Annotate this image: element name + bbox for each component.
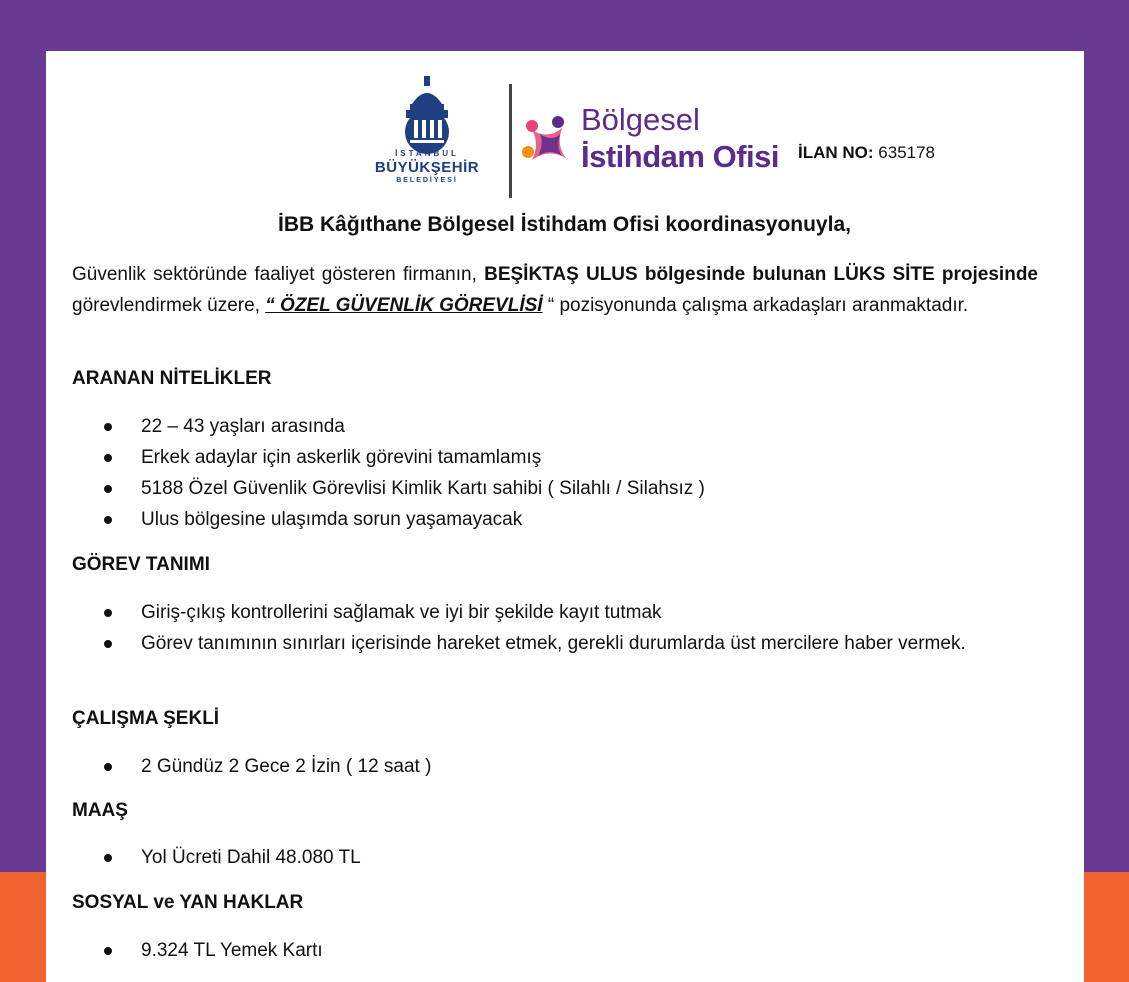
list-item-text: Görev tanımının sınırları içerisinde hareket etmek, gerekli durumlarda üst mercilere haber vermek. — [141, 633, 966, 654]
para-text-1: Güvenlik sektöründe faaliyet gösteren firmanın, — [72, 264, 485, 285]
heading-nitelikler: ARANAN NİTELİKLER — [72, 368, 272, 389]
intro-paragraph — [72, 259, 1038, 321]
para-text-3: “ pozisyonunda çalışma arkadaşları aranmaktadır. — [542, 295, 969, 316]
heading-gorev: GÖREV TANIMI — [72, 554, 210, 575]
list-calisma — [72, 751, 1038, 782]
bullet-icon — [104, 854, 112, 862]
ilan-number — [798, 143, 935, 163]
heading-maas: MAAŞ — [72, 800, 128, 821]
ilan-value: 635178 — [878, 143, 936, 162]
list-item — [72, 411, 1038, 442]
list-item-text: Ulus bölgesine ulaşımda sorun yaşamayacak — [141, 509, 523, 530]
bullet-icon — [104, 516, 112, 524]
list-maas — [72, 842, 1038, 873]
list-item — [72, 628, 1038, 659]
para-position-title: “ ÖZEL GÜVENLİK GÖREVLİSİ — [265, 295, 543, 316]
list-item — [72, 504, 1038, 535]
list-item — [72, 442, 1038, 473]
list-item-text: 5188 Özel Güvenlik Görevlisi Kimlik Kartı sahibi ( Silahlı / Silahsız ) — [141, 478, 705, 499]
bullet-icon — [104, 609, 112, 617]
ilan-label: İLAN NO: — [798, 143, 874, 162]
ibb-suffix: BELEDİYESİ — [396, 177, 458, 184]
para-text-2: görevlendirmek üzere, — [72, 295, 266, 316]
list-item-text: 2 Gündüz 2 Gece 2 İzin ( 12 saat ) — [141, 756, 432, 777]
bio-line2: İstihdam Ofisi — [581, 139, 779, 174]
ibb-logo-text — [362, 150, 492, 184]
logo-divider — [509, 84, 512, 198]
heading-sosyal: SOSYAL ve YAN HAKLAR — [72, 892, 304, 913]
list-item — [72, 473, 1038, 504]
intro-heading: İBB Kâğıthane Bölgesel İstihdam Ofisi koordinasyonuyla, — [278, 213, 851, 236]
bullet-icon — [104, 423, 112, 431]
list-item — [72, 751, 1038, 782]
list-gorev — [72, 597, 1038, 659]
bullet-icon — [104, 640, 112, 648]
list-sosyal — [72, 935, 1038, 966]
bio-logo-icon — [518, 112, 578, 172]
list-item — [72, 842, 1038, 873]
heading-calisma: ÇALIŞMA ŞEKLİ — [72, 708, 220, 729]
list-item-text: Giriş-çıkış kontrollerini sağlamak ve iyi bir şekilde kayıt tutmak — [141, 602, 662, 623]
list-item-text: 9.324 TL Yemek Kartı — [141, 940, 323, 961]
list-item — [72, 935, 1038, 966]
list-item-text: Yol Ücreti Dahil 48.080 TL — [141, 847, 361, 868]
bio-logo-text — [581, 104, 779, 172]
para-bold-location: BEŞİKTAŞ ULUS bölgesinde bulunan LÜKS SİTE projesinde — [484, 264, 1038, 285]
list-nitelikler — [72, 411, 1038, 535]
bullet-icon — [104, 763, 112, 771]
list-item — [72, 597, 1038, 628]
bullet-icon — [104, 947, 112, 955]
ibb-city: İSTANBUL — [395, 149, 459, 158]
list-item-text: 22 – 43 yaşları arasında — [141, 416, 345, 437]
bullet-icon — [104, 454, 112, 462]
list-item-text: Erkek adaylar için askerlik görevini tamamlamış — [141, 447, 542, 468]
bio-line1: Bölgesel — [581, 102, 700, 137]
ibb-name: BÜYÜKŞEHİR — [374, 159, 480, 176]
bullet-icon — [104, 485, 112, 493]
